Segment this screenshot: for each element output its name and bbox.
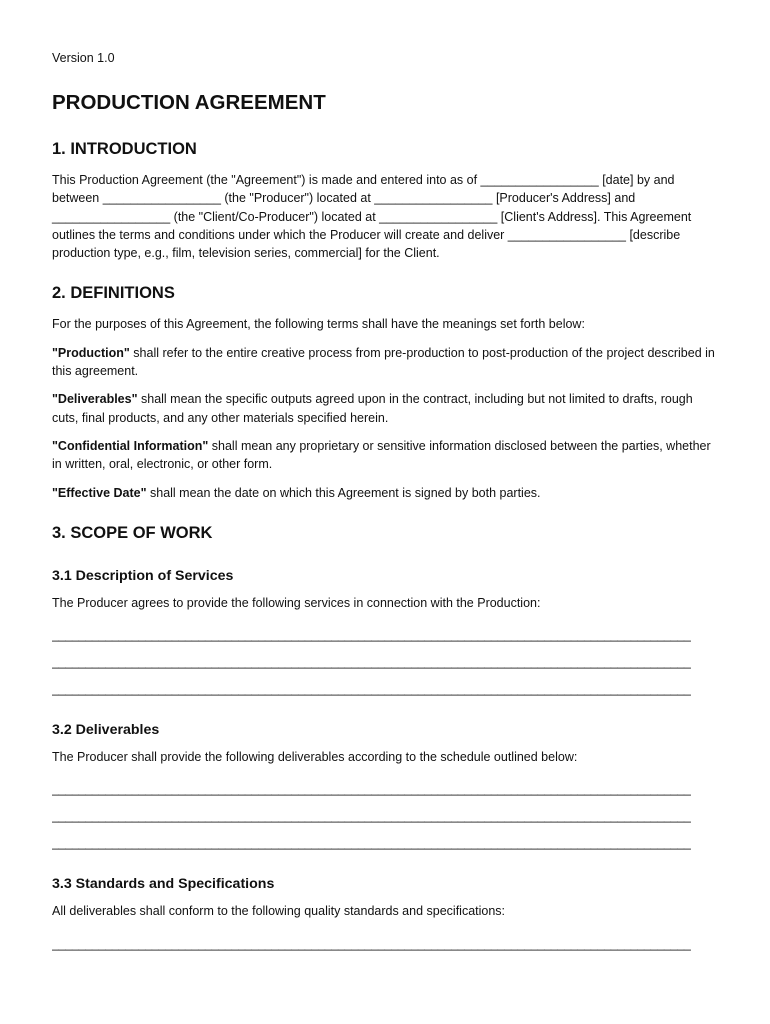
definition-term: "Effective Date" — [52, 485, 147, 500]
fill-in-line[interactable]: ________________________________________________________________________________________________ — [52, 809, 691, 824]
definition-text: shall refer to the entire creative process from pre-production to post-production of the project described in this agreement. — [52, 345, 715, 379]
definition-term: "Deliverables" — [52, 392, 138, 407]
fill-in-line[interactable]: ________________________________________________________________________________________________ — [52, 936, 691, 951]
services-text: The Producer agrees to provide the following services in connection with the Production: — [52, 595, 541, 610]
definition-term: "Production" — [52, 345, 130, 360]
fill-in-line[interactable]: ________________________________________________________________________________________________ — [52, 682, 691, 697]
definition-text: shall mean any proprietary or sensitive information disclosed between the parties, whether in written, oral, electronic, or other form. — [52, 438, 711, 472]
definition-deliverables — [52, 390, 718, 427]
section-heading-introduction: 1. INTRODUCTION — [52, 140, 197, 158]
definitions-intro: For the purposes of this Agreement, the following terms shall have the meanings set forth below: — [52, 317, 585, 332]
definition-production — [52, 344, 718, 381]
version-label: Version 1.0 — [52, 51, 115, 65]
fill-in-line[interactable]: ________________________________________________________________________________________________ — [52, 628, 691, 643]
section-heading-definitions: 2. DEFINITIONS — [52, 284, 175, 303]
definition-effective-date — [52, 484, 718, 502]
fill-in-line[interactable]: ________________________________________________________________________________________________ — [52, 655, 691, 670]
definition-text: shall mean the specific outputs agreed upon in the contract, including but not limited to drafts, rough cuts, final products, and any other materials specified herein. — [52, 392, 693, 425]
subsection-heading-description-of-services: 3.1 Description of Services — [52, 567, 234, 584]
subsection-heading-deliverables: 3.2 Deliverables — [52, 722, 160, 739]
standards-text: All deliverables shall conform to the following quality standards and specifications: — [52, 904, 506, 919]
fill-in-line[interactable]: ________________________________________________________________________________________________ — [52, 836, 691, 851]
page-title: PRODUCTION AGREEMENT — [52, 91, 326, 114]
introduction-body: This Production Agreement (the "Agreement") is made and entered into as of _________________ [date] by and between _________________ (the "Producer") located at _________________ [Producer's Address] and _________________ (the "Client/Co-Producer") located at _________________ [Client's Address]. This Agreement outlines the terms and conditions under which the Producer will create and deliver _________________ [describe production type, e.g., film, television series, commercial] for the Client. — [52, 173, 692, 261]
section-heading-scope-of-work: 3. SCOPE OF WORK — [52, 523, 213, 542]
definition-term: "Confidential Information" — [52, 438, 209, 453]
definition-text: shall mean the date on which this Agreement is signed by both parties. — [146, 485, 541, 500]
subsection-heading-standards-and-specifications: 3.3 Standards and Specifications — [52, 876, 275, 893]
deliverables-text: The Producer shall provide the following deliverables according to the schedule outlined below: — [52, 750, 578, 765]
fill-in-line[interactable]: ________________________________________________________________________________________________ — [52, 782, 691, 797]
definition-confidential-information — [52, 437, 718, 474]
